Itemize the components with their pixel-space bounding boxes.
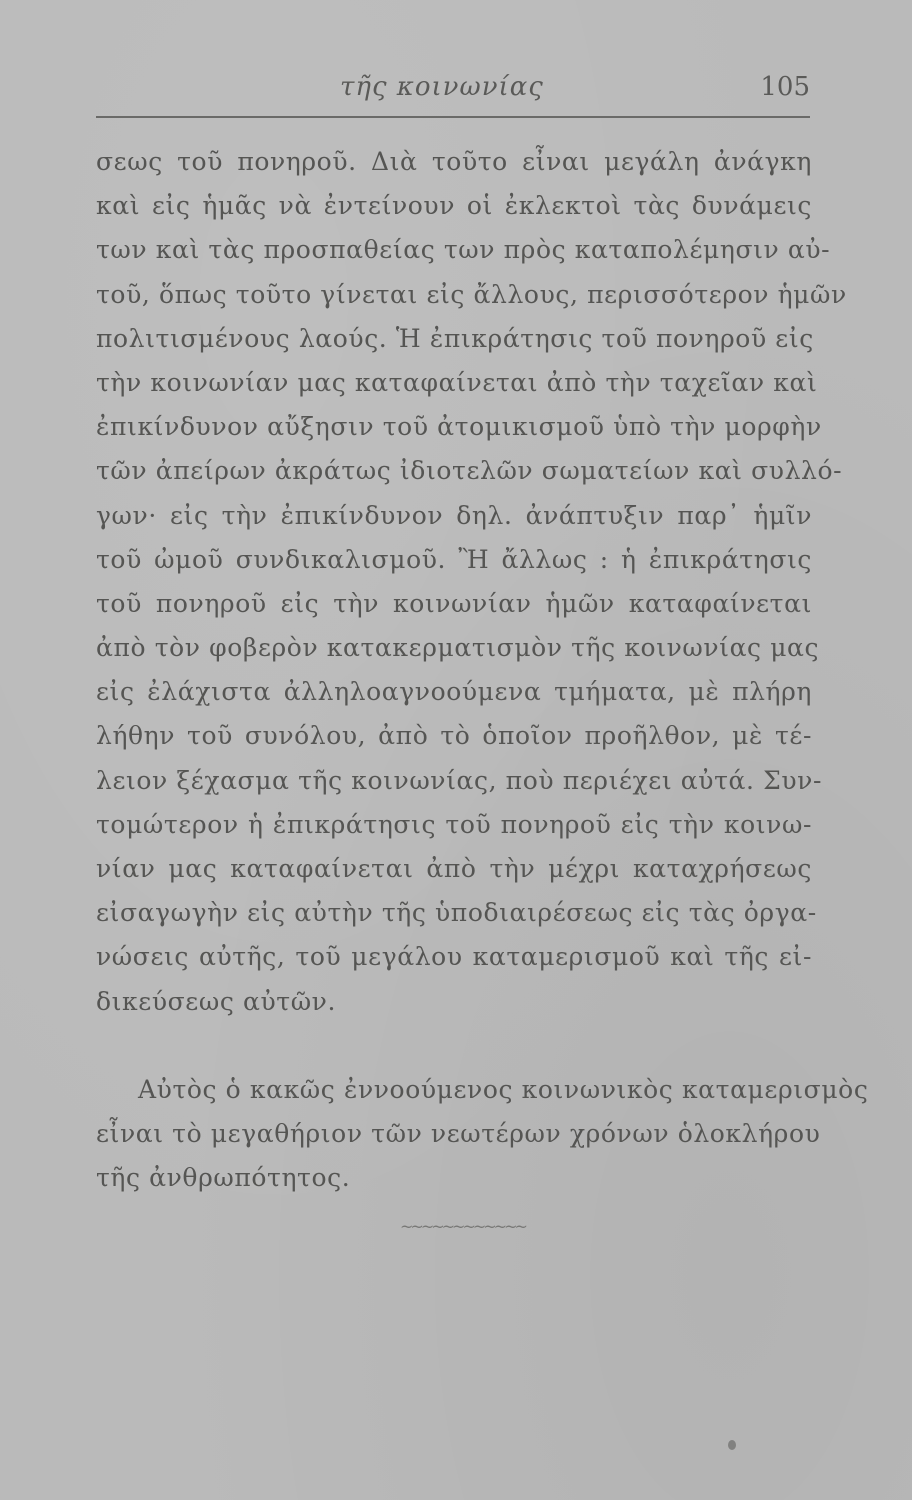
text-line: τοῦ, ὅπως τοῦτο γίνεται εἰς ἄλλους, περισσότερον ἡμῶν bbox=[96, 279, 847, 309]
text-line: εἰσαγωγὴν εἰς αὐτὴν τῆς ὑποδιαιρέσεως εἰς τὰς ὀργα- bbox=[96, 898, 817, 928]
text-line: δικεύσεως αὐτῶν. bbox=[96, 986, 337, 1016]
text-line: γων· εἰς τὴν ἐπικίνδυνον δηλ. ἀνάπτυξιν παρ᾽ ἡμῖν bbox=[96, 500, 812, 530]
text-line: τῆς ἀνθρωπότητος. bbox=[96, 1163, 351, 1193]
text-line: Αὐτὸς ὁ κακῶς ἐννοούμενος κοινωνικὸς καταμερισμὸς bbox=[138, 1074, 869, 1104]
text-line: εἰς ἐλάχιστα ἀλληλοαγνοούμενα τμήματα, μὲ πλήρη bbox=[96, 677, 812, 707]
text-line: τοῦ ὠμοῦ συνδικαλισμοῦ. Ἢ ἄλλως : ἡ ἐπικράτησις bbox=[96, 544, 812, 574]
text-line: ἐπικίνδυνον αὔξησιν τοῦ ἀτομικισμοῦ ὑπὸ τὴν μορφὴν bbox=[96, 412, 822, 442]
text-line: λειον ξέχασμα τῆς κοινωνίας, ποὺ περιέχει αὐτά. Συν- bbox=[96, 765, 822, 795]
page-number: 105 bbox=[760, 72, 810, 102]
text-line: καὶ εἰς ἡμᾶς νὰ ἐντείνουν οἱ ἐκλεκτοὶ τὰς δυνάμεις bbox=[96, 191, 812, 221]
text-line: πολιτισμένους λαούς. Ἡ ἐπικράτησις τοῦ πονηροῦ εἰς bbox=[96, 323, 814, 353]
paragraph-gap bbox=[96, 1024, 812, 1068]
text-line: νώσεις αὐτῆς, τοῦ μεγάλου καταμερισμοῦ καὶ τῆς εἰ- bbox=[96, 942, 812, 972]
header-rule bbox=[96, 116, 810, 118]
text-line: τομώτερον ἡ ἐπικράτησις τοῦ πονηροῦ εἰς τὴν κοινω- bbox=[96, 809, 812, 839]
text-line: νίαν μας καταφαίνεται ἀπὸ τὴν μέχρι καταχρήσεως bbox=[96, 854, 812, 883]
text-line: εἶναι τὸ μεγαθήριον τῶν νεωτέρων χρόνων ὁλοκλήρου bbox=[96, 1118, 821, 1148]
end-ornament: ~~~~~~~~~~~~ bbox=[400, 1217, 525, 1236]
text-line: τὴν κοινωνίαν μας καταφαίνεται ἀπὸ τὴν ταχεῖαν καὶ bbox=[96, 367, 818, 397]
running-head bbox=[180, 72, 810, 112]
text-line: τῶν ἀπείρων ἀκράτως ἰδιοτελῶν σωματείων καὶ συλλό- bbox=[96, 456, 843, 486]
text-line: σεως τοῦ πονηροῦ. Διὰ τοῦτο εἶναι μεγάλη ἀνάγκη bbox=[96, 147, 812, 176]
text-line: των καὶ τὰς προσπαθείας των πρὸς καταπολέμησιν αὐ- bbox=[96, 235, 831, 265]
ink-blot bbox=[728, 1440, 736, 1450]
text-line: λήθην τοῦ συνόλου, ἀπὸ τὸ ὁποῖον προῆλθον, μὲ τέ- bbox=[96, 721, 812, 751]
text-line: ἀπὸ τὸν φοβερὸν κατακερματισμὸν τῆς κοινωνίας μας bbox=[96, 633, 820, 663]
body-text bbox=[96, 140, 869, 1200]
text-line: τοῦ πονηροῦ εἰς τὴν κοινωνίαν ἡμῶν καταφαίνεται bbox=[96, 588, 812, 618]
running-title: τῆς κοινωνίας bbox=[340, 72, 544, 102]
